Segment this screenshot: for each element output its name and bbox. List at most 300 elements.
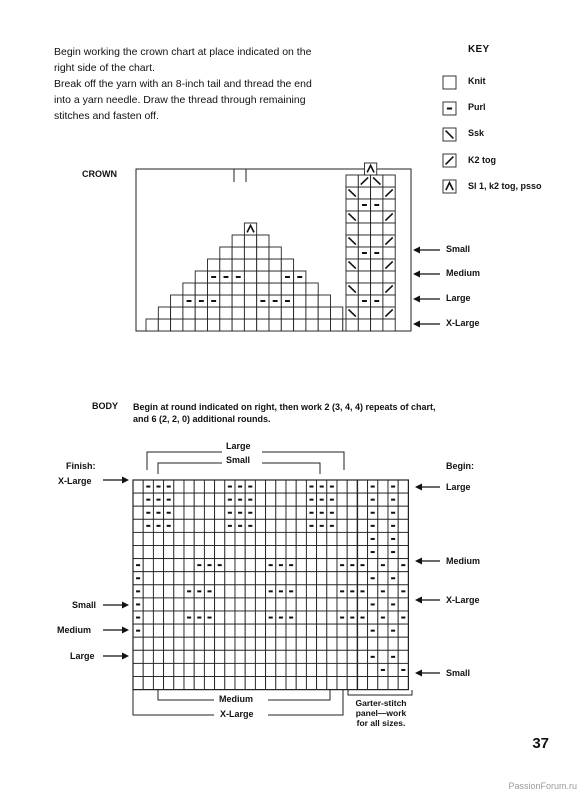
chart-cell (358, 235, 370, 247)
chart-cell (133, 677, 143, 690)
chart-cell (276, 493, 286, 506)
chart-cell (294, 295, 306, 307)
chart-cell (327, 546, 337, 559)
chart-cell (174, 559, 184, 572)
page-number: 37 (532, 735, 549, 752)
chart-cell (164, 677, 174, 690)
chart-cell (378, 572, 388, 585)
chart-cell (266, 572, 276, 585)
bracket-large (262, 452, 344, 470)
chart-cell (358, 259, 370, 271)
chart-cell (184, 677, 194, 690)
chart-cell (371, 259, 383, 271)
chart-cell (318, 319, 330, 331)
chart-cell (269, 319, 281, 331)
chart-cell (331, 319, 343, 331)
chart-cell (358, 283, 370, 295)
chart-cell (398, 493, 408, 506)
chart-cell (358, 271, 370, 283)
chart-cell (276, 532, 286, 545)
chart-cell (286, 480, 296, 493)
chart-cell (358, 211, 370, 223)
chart-cell (357, 624, 367, 637)
chart-cell (317, 572, 327, 585)
chart-cell (158, 307, 170, 319)
chart-cell (225, 559, 235, 572)
chart-cell (235, 677, 245, 690)
chart-cell (215, 611, 225, 624)
chart-cell (306, 650, 316, 663)
chart-cell (257, 271, 269, 283)
chart-cell (266, 532, 276, 545)
chart-cell (245, 585, 255, 598)
chart-cell (296, 572, 306, 585)
chart-cell (255, 677, 265, 690)
chart-cell (286, 572, 296, 585)
body-left-label-medium: Medium (57, 625, 92, 635)
chart-cell (371, 235, 383, 247)
chart-cell (306, 677, 316, 690)
chart-cell (153, 677, 163, 690)
chart-cell (255, 598, 265, 611)
chart-cell (317, 637, 327, 650)
body-note-line: and 6 (2, 2, 0) additional rounds. (133, 414, 271, 424)
body-top-label-large: Large (226, 441, 251, 451)
chart-cell (208, 259, 220, 271)
chart-cell (294, 283, 306, 295)
chart-cell (204, 637, 214, 650)
chart-cell (398, 677, 408, 690)
chart-cell (164, 637, 174, 650)
chart-cell (225, 611, 235, 624)
chart-cell (357, 677, 367, 690)
chart-cell (269, 271, 281, 283)
finish-size: X-Large (58, 476, 92, 486)
chart-cell (133, 506, 143, 519)
chart-cell (255, 650, 265, 663)
chart-cell (184, 650, 194, 663)
chart-cell (306, 532, 316, 545)
chart-cell (235, 572, 245, 585)
intro-line: Break off the yarn with an 8-inch tail and thread the end (54, 78, 312, 90)
chart-cell (286, 663, 296, 676)
chart-cell (347, 480, 357, 493)
chart-cell (245, 677, 255, 690)
chart-cell (235, 559, 245, 572)
chart-cell (347, 519, 357, 532)
chart-cell (266, 677, 276, 690)
bracket-small (158, 463, 222, 474)
intro-line: Begin working the crown chart at place indicated on the (54, 46, 312, 58)
chart-cell (296, 611, 306, 624)
chart-cell (143, 598, 153, 611)
key-label-k2tog: K2 tog (468, 155, 496, 165)
crown-label-large: Large (446, 293, 471, 303)
chart-cell (245, 559, 255, 572)
pointer-arrow-head (122, 653, 129, 660)
chart-cell (204, 598, 214, 611)
chart-cell (183, 283, 195, 295)
chart-cell (286, 677, 296, 690)
chart-cell (184, 546, 194, 559)
chart-cell (133, 650, 143, 663)
body-left-label-small: Small (72, 600, 97, 610)
chart-cell (257, 283, 269, 295)
chart-cell (306, 283, 318, 295)
chart-cell (225, 663, 235, 676)
chart-cell (398, 598, 408, 611)
chart-cell (347, 572, 357, 585)
chart-cell (194, 532, 204, 545)
chart-cell (174, 506, 184, 519)
chart-cell (327, 585, 337, 598)
chart-cell (174, 546, 184, 559)
chart-cell (255, 624, 265, 637)
chart-cell (347, 650, 357, 663)
chart-cell (204, 572, 214, 585)
chart-cell (327, 611, 337, 624)
chart-cell (204, 650, 214, 663)
chart-cell (174, 650, 184, 663)
chart-cell (378, 650, 388, 663)
chart-cell (306, 624, 316, 637)
chart-cell (296, 585, 306, 598)
chart-cell (225, 637, 235, 650)
chart-cell (383, 271, 395, 283)
chart-cell (276, 624, 286, 637)
chart-cell (276, 637, 286, 650)
chart-cell (245, 663, 255, 676)
chart-cell (183, 307, 195, 319)
chart-cell (232, 247, 244, 259)
chart-cell (286, 650, 296, 663)
chart-cell (266, 663, 276, 676)
chart-cell (143, 650, 153, 663)
body-title: BODY (92, 401, 119, 411)
chart-cell (208, 283, 220, 295)
chart-cell (276, 598, 286, 611)
chart-cell (337, 650, 347, 663)
body-right-label-small: Small (446, 668, 471, 678)
pointer-arrow-head (415, 484, 422, 491)
chart-cell (184, 559, 194, 572)
chart-cell (317, 624, 327, 637)
bracket-medium (158, 690, 214, 700)
chart-cell (194, 506, 204, 519)
chart-cell (225, 650, 235, 663)
chart-cell (164, 624, 174, 637)
chart-cell (368, 559, 378, 572)
chart-cell (195, 271, 207, 283)
chart-cell (388, 559, 398, 572)
chart-cell (194, 624, 204, 637)
chart-cell (306, 637, 316, 650)
chart-cell (174, 624, 184, 637)
chart-cell (184, 493, 194, 506)
chart-cell (398, 519, 408, 532)
chart-cell (184, 506, 194, 519)
chart-cell (158, 319, 170, 331)
chart-cell (331, 307, 343, 319)
chart-cell (337, 572, 347, 585)
chart-cell (368, 677, 378, 690)
chart-cell (276, 677, 286, 690)
chart-cell (174, 663, 184, 676)
chart-cell (235, 637, 245, 650)
chart-cell (371, 187, 383, 199)
chart-cell (296, 677, 306, 690)
chart-cell (371, 283, 383, 295)
chart-cell (232, 283, 244, 295)
chart-cell (255, 519, 265, 532)
chart-cell (388, 677, 398, 690)
chart-cell (317, 663, 327, 676)
body-right-label-xlarge: X-Large (446, 595, 480, 605)
chart-cell (398, 546, 408, 559)
chart-cell (383, 247, 395, 259)
pointer-arrow-head (415, 670, 422, 677)
chart-cell (337, 637, 347, 650)
chart-cell (266, 650, 276, 663)
chart-cell (215, 546, 225, 559)
chart-cell (317, 559, 327, 572)
chart-cell (327, 677, 337, 690)
chart-cell (174, 637, 184, 650)
chart-cell (281, 283, 293, 295)
chart-cell (327, 650, 337, 663)
chart-cell (245, 624, 255, 637)
chart-cell (244, 283, 256, 295)
chart-cell (244, 319, 256, 331)
chart-cell (306, 307, 318, 319)
chart-cell (194, 519, 204, 532)
chart-cell (225, 677, 235, 690)
chart-cell (143, 637, 153, 650)
chart-cell (215, 677, 225, 690)
chart-cell (317, 650, 327, 663)
chart-cell (357, 637, 367, 650)
chart-cell (255, 637, 265, 650)
chart-cell (269, 307, 281, 319)
chart-cell (232, 259, 244, 271)
crown-label-xlarge: X-Large (446, 318, 480, 328)
chart-cell (146, 319, 158, 331)
chart-cell (337, 677, 347, 690)
chart-cell (383, 223, 395, 235)
chart-cell (204, 532, 214, 545)
chart-cell (244, 235, 256, 247)
chart-cell (215, 480, 225, 493)
chart-cell (215, 493, 225, 506)
chart-cell (378, 598, 388, 611)
chart-cell (327, 559, 337, 572)
crown-label-small: Small (446, 244, 471, 254)
chart-cell (357, 546, 367, 559)
chart-cell (327, 598, 337, 611)
chart-cell (220, 319, 232, 331)
chart-cell (327, 624, 337, 637)
chart-cell (358, 307, 370, 319)
chart-cell (337, 506, 347, 519)
chart-cell (294, 319, 306, 331)
chart-cell (378, 506, 388, 519)
chart-cell (347, 493, 357, 506)
chart-cell (286, 506, 296, 519)
chart-cell (143, 546, 153, 559)
chart-cell (296, 598, 306, 611)
chart-cell (183, 319, 195, 331)
pointer-arrow-head (415, 558, 422, 565)
chart-cell (164, 650, 174, 663)
chart-cell (153, 546, 163, 559)
chart-cell (174, 611, 184, 624)
chart-cell (269, 247, 281, 259)
chart-cell (346, 199, 358, 211)
chart-cell (143, 677, 153, 690)
chart-cell (266, 519, 276, 532)
chart-cell (337, 546, 347, 559)
chart-cell (220, 283, 232, 295)
garter-note-line: for all sizes. (356, 718, 406, 728)
pointer-arrow-head (122, 627, 129, 634)
chart-cell (266, 598, 276, 611)
chart-cell (184, 572, 194, 585)
begin-title: Begin: (446, 461, 474, 471)
chart-cell (225, 546, 235, 559)
chart-cell (244, 307, 256, 319)
chart-cell (317, 532, 327, 545)
chart-cell (225, 572, 235, 585)
key-label-sk2p: Sl 1, k2 tog, psso (468, 181, 542, 191)
chart-cell (257, 307, 269, 319)
chart-cell (194, 598, 204, 611)
chart-cell (171, 295, 183, 307)
body-bottom-label-medium: Medium (219, 694, 254, 704)
chart-cell (215, 650, 225, 663)
chart-cell (133, 546, 143, 559)
chart-cell (383, 319, 395, 331)
chart-cell (346, 271, 358, 283)
chart-cell (327, 532, 337, 545)
chart-cell (266, 624, 276, 637)
chart-cell (204, 663, 214, 676)
bracket-garter (348, 690, 412, 695)
chart-cell (347, 598, 357, 611)
chart-cell (174, 598, 184, 611)
chart-cell (378, 624, 388, 637)
body-top-label-small: Small (226, 455, 251, 465)
chart-cell (368, 637, 378, 650)
chart-cell (235, 624, 245, 637)
chart-cell (204, 677, 214, 690)
chart-cell (346, 319, 358, 331)
chart-cell (225, 532, 235, 545)
chart-cell (276, 519, 286, 532)
chart-cell (358, 319, 370, 331)
chart-cell (337, 480, 347, 493)
chart-cell (368, 585, 378, 598)
chart-cell (266, 493, 276, 506)
chart-cell (143, 611, 153, 624)
chart-cell (357, 598, 367, 611)
chart-cell (215, 532, 225, 545)
chart-cell (257, 247, 269, 259)
chart-cell (194, 546, 204, 559)
chart-cell (357, 519, 367, 532)
key-label-ssk: Ssk (468, 128, 485, 138)
chart-cell (398, 480, 408, 493)
chart-cell (174, 519, 184, 532)
chart-cell (133, 480, 143, 493)
chart-cell (306, 546, 316, 559)
chart-cell (194, 637, 204, 650)
chart-cell (174, 572, 184, 585)
chart-cell (184, 663, 194, 676)
chart-cell (368, 611, 378, 624)
chart-cell (255, 611, 265, 624)
chart-cell (245, 611, 255, 624)
chart-cell (388, 611, 398, 624)
intro-line: into a yarn needle. Draw the thread through remaining (54, 94, 306, 106)
chart-cell (220, 247, 232, 259)
chart-cell (266, 637, 276, 650)
chart-cell (194, 572, 204, 585)
chart-cell (208, 307, 220, 319)
bracket-medium (268, 690, 330, 700)
chart-cell (378, 480, 388, 493)
chart-cell (164, 663, 174, 676)
chart-cell (327, 637, 337, 650)
pointer-arrow-head (415, 597, 422, 604)
bracket-small (262, 463, 320, 474)
chart-cell (337, 663, 347, 676)
chart-cell (357, 506, 367, 519)
chart-cell (347, 546, 357, 559)
chart-cell (164, 559, 174, 572)
chart-cell (276, 572, 286, 585)
chart-cell (164, 611, 174, 624)
chart-cell (215, 598, 225, 611)
chart-cell (357, 480, 367, 493)
chart-cell (371, 211, 383, 223)
chart-cell (225, 598, 235, 611)
chart-cell (215, 506, 225, 519)
chart-cell (306, 295, 318, 307)
chart-cell (204, 624, 214, 637)
chart-cell (398, 637, 408, 650)
chart-cell (244, 271, 256, 283)
chart-cell (286, 532, 296, 545)
chart-cell (347, 663, 357, 676)
chart-cell (245, 650, 255, 663)
chart-cell (337, 598, 347, 611)
chart-cell (358, 223, 370, 235)
begin-size: Large (446, 482, 471, 492)
chart-cell (346, 247, 358, 259)
crown-title: CROWN (82, 169, 117, 179)
chart-cell (171, 319, 183, 331)
chart-cell (296, 624, 306, 637)
chart-cell (133, 532, 143, 545)
chart-cell (388, 663, 398, 676)
chart-cell (317, 585, 327, 598)
chart-cell (327, 663, 337, 676)
chart-cell (357, 493, 367, 506)
chart-cell (357, 650, 367, 663)
chart-cell (174, 585, 184, 598)
garter-note-line: Garter-stitch (355, 698, 407, 708)
chart-cell (215, 624, 225, 637)
